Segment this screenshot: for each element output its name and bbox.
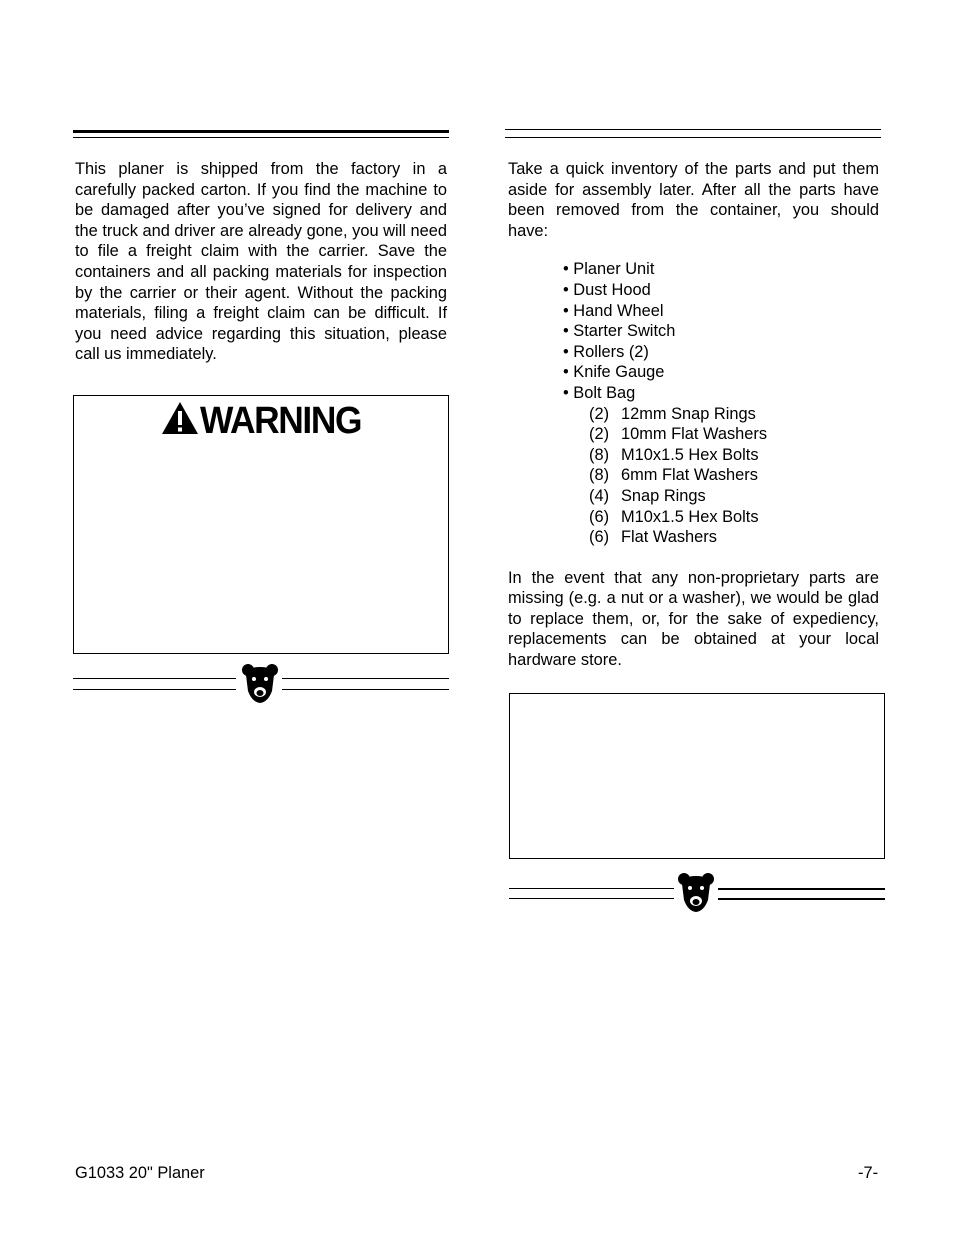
bolt-bag-item: (6) Flat Washers [589, 528, 717, 547]
warning-triangle-icon [160, 400, 200, 436]
bolt-bag-item: (2) 10mm Flat Washers [589, 425, 768, 444]
bolt-bag-item: (8) M10x1.5 Hex Bolts [589, 445, 759, 464]
list-item: • Rollers (2) [563, 342, 649, 361]
bolt-bag-item: (8) 6mm Flat Washers [589, 466, 758, 485]
list-item: • Knife Gauge [563, 363, 665, 382]
bolt-bag-item: (4) Snap Rings [589, 486, 706, 505]
footer-title: G1033 20" Planer [75, 1164, 205, 1182]
warning-title: WARNING [200, 400, 362, 442]
left-section-rule [73, 130, 449, 140]
note-box [509, 693, 885, 859]
inventory-intro: Take a quick inventory of the parts and put them aside for assembly later. After all the parts have been removed from the container, you should have: [508, 160, 879, 240]
parts-list [508, 259, 879, 547]
list-item: • Bolt Bag [563, 383, 636, 402]
shipping-paragraph: This planer is shipped from the factory in a carefully packed carton. If you find the machine to be damaged after you’ve signed for delivery and the truck and driver are already gone, you will need to file a freight claim with the carrier. Save the containers and all packing materials for inspection by the carrier or their agent. Without the packing materials, filing a freight claim can be difficult. If you need advice regarding this situation, please call us immediately. [75, 160, 447, 364]
list-item: • Starter Switch [563, 322, 676, 341]
left-column [75, 159, 447, 365]
missing-parts-paragraph: In the event that any non-proprietary parts are missing (e.g. a nut or a washer), we would be glad to replace them, or, for the sake of expediency, replacements can be obtained at your local hardware store. [508, 568, 879, 670]
right-section-rule [505, 129, 881, 139]
list-item: • Planer Unit [563, 260, 655, 279]
right-column [508, 159, 879, 671]
list-item: • Dust Hood [563, 280, 651, 299]
left-bear-divider [73, 663, 449, 703]
warning-box [73, 395, 449, 654]
bolt-bag-item: (6) M10x1.5 Hex Bolts [589, 507, 759, 526]
list-item: • Hand Wheel [563, 301, 664, 320]
bolt-bag-item: (2) 12mm Snap Rings [589, 404, 756, 423]
right-bear-divider [509, 872, 885, 912]
bear-logo-icon [677, 872, 715, 912]
bear-logo-icon [241, 663, 279, 703]
page-number: -7- [858, 1164, 879, 1182]
